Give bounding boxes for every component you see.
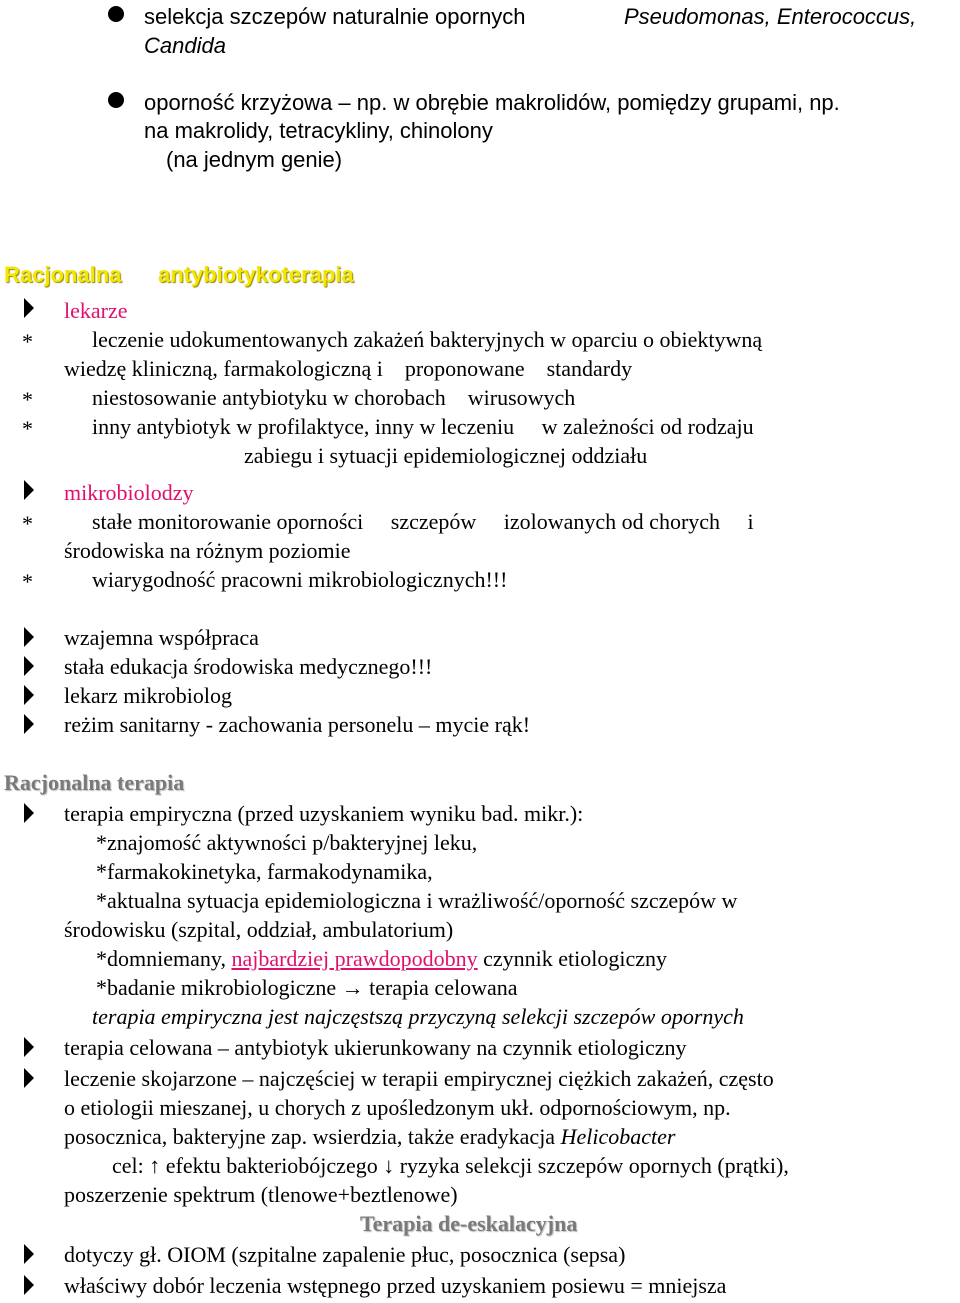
- group-title-lekarze: lekarze: [64, 298, 128, 323]
- skojarzone-3-text: posocznica, bakteryjne zap. wsierdzia, także eradykacja: [64, 1124, 561, 1149]
- empiryczna-sub-5: *badanie mikrobiologiczne → terapia celowana: [96, 975, 518, 1000]
- arrow-bullet-icon: [24, 803, 34, 823]
- bullet-dot: [108, 6, 124, 22]
- arrow-bullet-icon: [24, 480, 34, 500]
- empiryczna-sub-2: *farmakokinetyka, farmakodynamika,: [96, 859, 433, 884]
- bullet-wspolpraca: wzajemna współpraca: [64, 625, 259, 650]
- section-heading-antybiotykoterapia: antybiotykoterapia: [158, 262, 354, 287]
- section-heading-racjonalna-terapia: Racjonalna terapia: [4, 770, 185, 795]
- najbardziej-prawdopodobny-link[interactable]: najbardziej prawdopodobny: [231, 946, 478, 971]
- bullet-text-opornosc-2: na makrolidy, tetracykliny, chinolony: [144, 118, 493, 143]
- lekarze-item-3: inny antybiotyk w profilaktyce, inny w leczeniu w zależności od rodzaju: [92, 414, 754, 439]
- arrow-bullet-icon: [24, 685, 34, 705]
- bullet-dot: [108, 92, 124, 108]
- empiryczna-title: terapia empiryczna (przed uzyskaniem wyniku bad. mikr.):: [64, 801, 584, 826]
- asterisk-bullet: *: [22, 416, 33, 441]
- arrow-bullet-icon: [24, 1244, 34, 1264]
- arrow-bullet-icon: [24, 298, 34, 318]
- bullet-text-opornosc-3: (na jednym genie): [166, 147, 343, 172]
- arrow-bullet-icon: [24, 714, 34, 734]
- helicobacter-italic: Helicobacter: [560, 1124, 676, 1149]
- section-heading-racjonalna: Racjonalna: [4, 262, 122, 287]
- celowana-item: terapia celowana – antybiotyk ukierunkowany na czynnik etiologiczny: [64, 1035, 687, 1060]
- bullet-text-selekcja: selekcja szczepów naturalnie opornych: [144, 4, 526, 29]
- lekarze-item-3-cont: zabiegu i sytuacji epidemiologicznej oddziału: [244, 443, 648, 468]
- group-title-mikrobiolodzy: mikrobiolodzy: [64, 480, 194, 505]
- empiryczna-sub-3: *aktualna sytuacja epidemiologiczna i wrażliwość/oporność szczepów w: [96, 888, 738, 913]
- empiryczna-sub-4: [96, 946, 667, 972]
- lekarze-item-2: niestosowanie antybiotyku w chorobach wirusowych: [92, 385, 576, 410]
- bullet-rezim: reżim sanitarny - zachowania personelu – mycie rąk!: [64, 712, 531, 737]
- bullet-italic-pathogens: Pseudomonas, Enterococcus,: [624, 4, 917, 29]
- bullet-edukacja: stała edukacja środowiska medycznego!!!: [64, 654, 433, 679]
- mikrobiolodzy-item-1-cont: środowiska na różnym poziomie: [64, 538, 351, 563]
- skojarzone-item-2: o etiologii mieszanej, u chorych z upośledzonym ukł. odpornościowym, np.: [64, 1095, 731, 1120]
- bullet-italic-candida: Candida: [144, 33, 226, 58]
- bullet-text-opornosc: oporność krzyżowa – np. w obrębie makrolidów, pomiędzy grupami, np.: [144, 90, 840, 115]
- asterisk-bullet: *: [22, 569, 33, 594]
- mikrobiolodzy-item-1: stałe monitorowanie oporności szczepów izolowanych od chorych i: [92, 509, 754, 534]
- bullet-lekarz-mikrobiolog: lekarz mikrobiolog: [64, 683, 233, 708]
- arrow-bullet-icon: [24, 1068, 34, 1088]
- empiryczna-sub-1: *znajomość aktywności p/bakteryjnej leku,: [96, 830, 478, 855]
- spektrum-line: poszerzenie spektrum (tlenowe+beztlenowe): [64, 1182, 458, 1207]
- empiryczna-italic-note: terapia empiryczna jest najczęstszą przyczyną selekcji szczepów opornych: [92, 1004, 744, 1029]
- asterisk-bullet: *: [22, 329, 33, 354]
- arrow-bullet-icon: [24, 656, 34, 676]
- deeskalacja-item-2: właściwy dobór leczenia wstępnego przed uzyskaniem posiewu = mniejsza: [64, 1273, 727, 1298]
- section-heading-deeskalacja: Terapia de-eskalacyjna: [360, 1211, 578, 1236]
- arrow-bullet-icon: [24, 627, 34, 647]
- asterisk-bullet: *: [22, 387, 33, 412]
- skojarzone-item: leczenie skojarzone – najczęściej w terapii empirycznej ciężkich zakażeń, często: [64, 1066, 774, 1091]
- deeskalacja-item-1: dotyczy gł. OIOM (szpitalne zapalenie płuc, posocznica (sepsa): [64, 1242, 626, 1267]
- lekarze-item-1: leczenie udokumentowanych zakażeń bakteryjnych w oparciu o obiektywną: [92, 327, 763, 352]
- empiryczna-sub-3-cont: środowisku (szpital, oddział, ambulatorium): [64, 917, 454, 942]
- sub4-prefix: *domniemany,: [96, 946, 232, 971]
- mikrobiolodzy-item-2: wiarygodność pracowni mikrobiologicznych!!!: [92, 567, 508, 592]
- lekarze-item-1-cont: wiedzę kliniczną, farmakologiczną i proponowane standardy: [64, 356, 633, 381]
- arrow-bullet-icon: [24, 1037, 34, 1057]
- asterisk-bullet: *: [22, 511, 33, 536]
- sub4-suffix: czynnik etiologiczny: [477, 946, 668, 971]
- cel-line: cel: ↑ efektu bakteriobójczego ↓ ryzyka selekcji szczepów opornych (prątki),: [112, 1153, 789, 1178]
- arrow-bullet-icon: [24, 1275, 34, 1295]
- skojarzone-item-3: [64, 1124, 675, 1150]
